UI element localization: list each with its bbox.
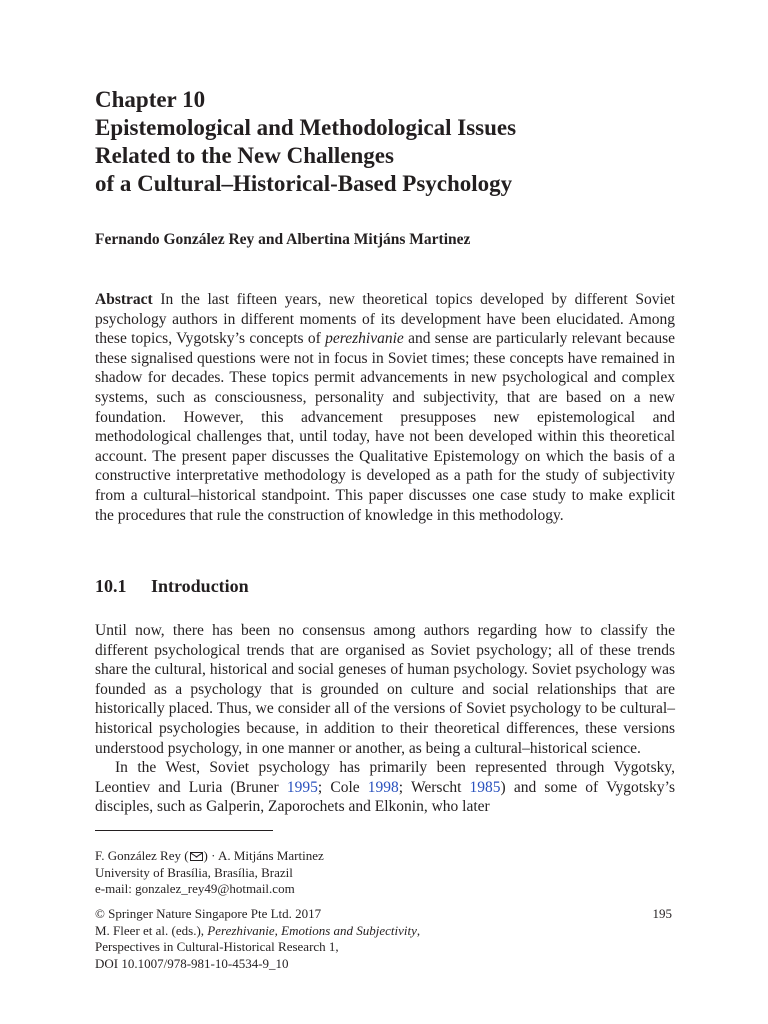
footnote-authors — [95, 848, 675, 865]
citation-text: , — [416, 922, 421, 938]
abstract-text: and sense are particularly relevant because these signalised questions were not in focus in Soviet times; these concepts have remained in shadow for decades. These topics permit advancements in new psychological and complex systems, such as consciousness, personality and subjectivity, that are based on a new foundation. However, this advancement presupposes new epistemological and methodological challenges that, until today, have not been developed within this theoretical account. The present paper discusses the Qualitative Epistemology on which the basis of a constructive interpretative methodology is developed as a path for the study of subjectivity from a cultural–historical standpoint. This paper discusses one case study to make explicit the procedures that rule the construction of knowledge in this methodology. — [95, 330, 675, 524]
chapter-title — [95, 114, 675, 198]
paragraph-text: ) and some of Vygotsky’s disciples, such as Galperin, Zaporochets and Elkonin, who later — [95, 778, 675, 816]
citation-link[interactable]: 1985 — [469, 778, 501, 796]
chapter-title-line: of a Cultural–Historical-Based Psychology — [95, 171, 513, 196]
abstract — [95, 290, 675, 525]
footnote-divider — [95, 830, 273, 831]
abstract-text: In the last fifteen years, new theoretical topics developed by different Soviet psychology authors in different moments of its development have been elucidated. Among these topics, Vygotsky’s concepts of — [95, 291, 675, 348]
chapter-title-line: Epistemological and Methodological Issues — [95, 115, 517, 140]
author-footnote — [95, 848, 675, 898]
author-list: Fernando González Rey and Albertina Mitjáns Martinez — [95, 231, 471, 248]
page-number: 195 — [652, 906, 672, 921]
section-number: 10.1 — [95, 576, 127, 596]
footnote-author-text: F. González Rey ( — [95, 848, 189, 863]
citation-link[interactable]: 1998 — [367, 778, 399, 796]
citation-line — [95, 923, 675, 940]
abstract-label: Abstract — [95, 291, 153, 308]
book-title: Perezhivanie, Emotions and Subjectivity — [207, 922, 417, 938]
paragraph-text: ; Werscht — [398, 778, 470, 796]
paragraph — [95, 758, 675, 817]
paragraph-text: In the West, Soviet psychology has primarily been represented through Vygotsky, Leontiev and Luria (Bruner — [95, 759, 675, 796]
copyright-line: © Springer Nature Singapore Pte Ltd. 2017 — [95, 906, 322, 921]
abstract-term: perezhivanie — [325, 330, 404, 348]
chapter-title-line: Related to the New Challenges — [95, 143, 394, 168]
citation-text: M. Fleer et al. (eds.), — [95, 922, 208, 938]
doi-line: DOI 10.1007/978-981-10-4534-9_10 — [95, 955, 289, 971]
paragraph-text: ; Cole — [317, 778, 368, 796]
section-title: Introduction — [151, 576, 249, 596]
footnote-affiliation: University of Brasília, Brasília, Brazil — [95, 864, 293, 880]
mail-icon[interactable] — [190, 852, 203, 861]
copyright-block — [95, 906, 675, 972]
paragraph: Until now, there has been no consensus among authors regarding how to classify the different psychological trends that are organised as Soviet psychology; all of these trends share the cultural, historical and social geneses of human psychology. Soviet psychology was founded as a psychology that is grounded on culture and social relationships that are historically placed. Thus, we consider all of the versions of Soviet psychology to be cultural–historical psychologies because, in addition to their theoretical differences, these versions understood psychology, in one manner or another, as being a cultural–historical science. — [95, 622, 675, 757]
series-line: Perspectives in Cultural-Historical Research 1, — [95, 939, 339, 954]
footnote-email: e-mail: gonzalez_rey49@hotmail.com — [95, 881, 295, 896]
section-heading — [95, 574, 675, 598]
footnote-author-text: ) · A. Mitjáns Martinez — [203, 848, 324, 863]
citation-link[interactable]: 1995 — [286, 778, 318, 796]
chapter-label: Chapter 10 — [95, 87, 206, 112]
body-text — [95, 621, 675, 817]
